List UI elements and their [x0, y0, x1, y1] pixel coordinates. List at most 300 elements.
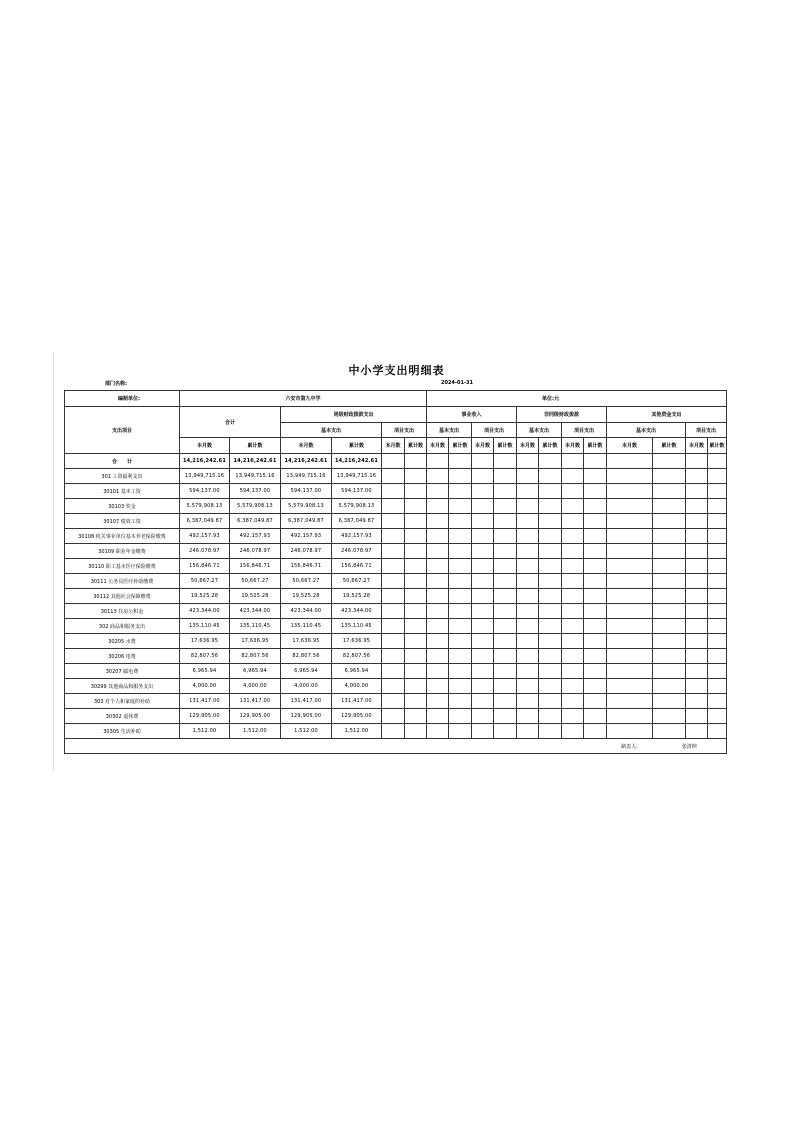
row-month-total: 6,965.94 [180, 664, 230, 679]
empty-cell [653, 454, 686, 469]
empty-cell [405, 529, 427, 544]
row-cumulative-total: 19,525.28 [230, 589, 281, 604]
row-item-name: 30302 退休费 [65, 709, 180, 724]
empty-cell [584, 484, 607, 499]
empty-cell [708, 544, 727, 559]
empty-cell [405, 694, 427, 709]
empty-cell [653, 484, 686, 499]
empty-cell [405, 484, 427, 499]
empty-cell [562, 544, 584, 559]
empty-cell [405, 619, 427, 634]
empty-cell [427, 619, 449, 634]
row-cumulative-basic: 14,216,242.61 [332, 454, 382, 469]
empty-cell [382, 694, 405, 709]
empty-cell [539, 544, 562, 559]
row-month-basic: 423,344.00 [281, 604, 332, 619]
row-item-name: 30101 基本工资 [65, 484, 180, 499]
row-cumulative-basic: 594,137.00 [332, 484, 382, 499]
empty-cell [686, 664, 708, 679]
row-month-total: 19,525.28 [180, 589, 230, 604]
table-row [65, 484, 727, 499]
empty-cell [653, 574, 686, 589]
row-month-basic: 6,387,049.87 [281, 514, 332, 529]
empty-cell [584, 664, 607, 679]
row-month-basic: 19,525.28 [281, 589, 332, 604]
row-cumulative-total: 1,512.00 [230, 724, 281, 739]
row-month-total: 13,949,715.16 [180, 469, 230, 484]
header-total: 合计 [180, 407, 281, 438]
row-month-basic: 131,417.00 [281, 694, 332, 709]
row-month-basic: 1,512.00 [281, 724, 332, 739]
empty-cell [607, 724, 653, 739]
row-cumulative-basic: 50,667.27 [332, 574, 382, 589]
table-row [65, 619, 727, 634]
row-cumulative-basic: 4,000.00 [332, 679, 382, 694]
empty-cell [472, 514, 494, 529]
row-cumulative-total: 129,905.00 [230, 709, 281, 724]
row-cumulative-basic: 19,525.28 [332, 589, 382, 604]
row-item-name: 30206 电费 [65, 649, 180, 664]
empty-cell [607, 559, 653, 574]
row-month-total: 131,417.00 [180, 694, 230, 709]
empty-cell [653, 619, 686, 634]
empty-cell [607, 694, 653, 709]
empty-cell [653, 724, 686, 739]
empty-cell [562, 724, 584, 739]
row-cumulative-total: 423,344.00 [230, 604, 281, 619]
row-month-total: 594,137.00 [180, 484, 230, 499]
preparer-name: 张清坤 [653, 739, 727, 754]
empty-cell [562, 709, 584, 724]
empty-cell [405, 469, 427, 484]
empty-cell [472, 724, 494, 739]
row-cumulative-basic: 6,965.94 [332, 664, 382, 679]
empty-cell [686, 529, 708, 544]
department-label: 部门名称: [105, 381, 127, 387]
row-cumulative-total: 594,137.00 [230, 484, 281, 499]
empty-cell [539, 589, 562, 604]
empty-cell [607, 649, 653, 664]
header-cumulative: 累计数 [708, 438, 727, 454]
empty-cell [708, 634, 727, 649]
header-row-1 [65, 407, 727, 423]
row-cumulative-basic: 246,078.97 [332, 544, 382, 559]
header-non-same-level: 非同级财政拨款 [517, 407, 607, 423]
row-cumulative-total: 6,965.94 [230, 664, 281, 679]
empty-cell [607, 544, 653, 559]
empty-cell [539, 604, 562, 619]
empty-cell [472, 544, 494, 559]
empty-cell [686, 544, 708, 559]
org-name: 六安市第九中学 [180, 391, 427, 407]
empty-cell [427, 514, 449, 529]
row-item-name: 30205 水费 [65, 634, 180, 649]
row-cumulative-total: 492,157.93 [230, 529, 281, 544]
empty-cell [472, 649, 494, 664]
empty-cell [607, 499, 653, 514]
empty-cell [708, 619, 727, 634]
row-cumulative-total: 135,110.45 [230, 619, 281, 634]
empty-cell [517, 634, 539, 649]
empty-cell [405, 724, 427, 739]
empty-cell [584, 514, 607, 529]
empty-cell [686, 469, 708, 484]
empty-cell [708, 454, 727, 469]
empty-cell [708, 664, 727, 679]
empty-cell [517, 484, 539, 499]
empty-cell [405, 499, 427, 514]
empty-cell [472, 574, 494, 589]
empty-cell [494, 649, 517, 664]
empty-cell [494, 634, 517, 649]
empty-cell [517, 709, 539, 724]
empty-cell [382, 634, 405, 649]
empty-cell [607, 514, 653, 529]
empty-cell [607, 469, 653, 484]
empty-cell [427, 589, 449, 604]
header-cumulative: 累计数 [539, 438, 562, 454]
preparer-label: 制表人: [607, 739, 653, 754]
header-project: 项目支出 [382, 423, 427, 438]
empty-cell [539, 454, 562, 469]
empty-cell [686, 484, 708, 499]
empty-cell [405, 544, 427, 559]
row-item-name: 30112 其他社会保障缴费 [65, 589, 180, 604]
empty-cell [653, 694, 686, 709]
empty-cell [494, 574, 517, 589]
header-other-funds: 其他资金支出 [607, 407, 727, 423]
row-cumulative-total: 82,807.56 [230, 649, 281, 664]
row-item-name: 30103 奖金 [65, 499, 180, 514]
header-month: 本月数 [517, 438, 539, 454]
header-cumulative: 累计数 [405, 438, 427, 454]
empty-cell [607, 664, 653, 679]
empty-cell [562, 559, 584, 574]
empty-cell [708, 484, 727, 499]
row-cumulative-total: 5,579,908.13 [230, 499, 281, 514]
empty-cell [472, 634, 494, 649]
empty-cell [427, 709, 449, 724]
table-body [65, 454, 727, 739]
empty-cell [517, 499, 539, 514]
row-cumulative-basic: 13,949,715.16 [332, 469, 382, 484]
empty-cell [686, 649, 708, 664]
empty-cell [562, 589, 584, 604]
empty-cell [449, 679, 472, 694]
header-cumulative: 累计数 [332, 438, 382, 454]
empty-cell [562, 619, 584, 634]
header-basic: 基本支出 [517, 423, 562, 438]
empty-cell [494, 514, 517, 529]
empty-cell [449, 709, 472, 724]
empty-cell [494, 694, 517, 709]
empty-cell [653, 604, 686, 619]
empty-cell [686, 694, 708, 709]
empty-cell [427, 484, 449, 499]
row-item-name: 30111 公务员医疗补助缴费 [65, 574, 180, 589]
empty-cell [494, 559, 517, 574]
empty-cell [405, 634, 427, 649]
empty-cell [405, 649, 427, 664]
row-month-basic: 129,905.00 [281, 709, 332, 724]
empty-cell [382, 529, 405, 544]
empty-cell [472, 499, 494, 514]
empty-cell [449, 664, 472, 679]
unit-label: 单位:元 [427, 391, 727, 407]
empty-cell [382, 604, 405, 619]
row-cumulative-basic: 492,157.93 [332, 529, 382, 544]
empty-cell [562, 499, 584, 514]
row-item-name: 30305 生活补助 [65, 724, 180, 739]
header-month: 本月数 [607, 438, 653, 454]
empty-cell [653, 544, 686, 559]
header-month: 本月数 [180, 438, 230, 454]
table-row [65, 559, 727, 574]
empty-cell [686, 574, 708, 589]
empty-cell [607, 589, 653, 604]
table-row [65, 544, 727, 559]
empty-cell [607, 454, 653, 469]
row-item-name: 30113 住房公积金 [65, 604, 180, 619]
empty-cell [449, 454, 472, 469]
empty-cell [517, 529, 539, 544]
empty-cell [405, 664, 427, 679]
row-month-basic: 156,846.71 [281, 559, 332, 574]
empty-cell [653, 514, 686, 529]
row-cumulative-basic: 423,344.00 [332, 604, 382, 619]
row-item-name: 30107 绩效工资 [65, 514, 180, 529]
empty-cell [607, 634, 653, 649]
empty-cell [708, 529, 727, 544]
empty-cell [405, 574, 427, 589]
table-row [65, 469, 727, 484]
empty-cell [517, 559, 539, 574]
empty-cell [494, 589, 517, 604]
empty-cell [686, 514, 708, 529]
row-item-name: 30207 邮电费 [65, 664, 180, 679]
empty-cell [494, 484, 517, 499]
empty-cell [449, 604, 472, 619]
expense-detail-table [64, 390, 727, 754]
empty-cell [405, 559, 427, 574]
empty-cell [449, 589, 472, 604]
empty-cell [427, 679, 449, 694]
row-month-total: 6,387,049.87 [180, 514, 230, 529]
empty-cell [449, 469, 472, 484]
header-cumulative: 累计数 [449, 438, 472, 454]
empty-cell [382, 574, 405, 589]
empty-cell [584, 529, 607, 544]
empty-cell [562, 694, 584, 709]
row-month-total: 17,636.95 [180, 634, 230, 649]
empty-cell [653, 649, 686, 664]
empty-cell [686, 454, 708, 469]
empty-cell [449, 499, 472, 514]
empty-cell [539, 694, 562, 709]
table-row [65, 589, 727, 604]
row-cumulative-basic: 135,110.45 [332, 619, 382, 634]
empty-cell [517, 589, 539, 604]
empty-cell [449, 649, 472, 664]
empty-cell [382, 454, 405, 469]
header-month: 本月数 [472, 438, 494, 454]
row-cumulative-basic: 129,905.00 [332, 709, 382, 724]
empty-cell [382, 664, 405, 679]
empty-cell [494, 604, 517, 619]
header-month: 本月数 [382, 438, 405, 454]
empty-cell [708, 559, 727, 574]
empty-cell [517, 544, 539, 559]
empty-cell [686, 589, 708, 604]
row-cumulative-total: 14,216,242.61 [230, 454, 281, 469]
row-month-basic: 13,949,715.16 [281, 469, 332, 484]
empty-cell [562, 679, 584, 694]
row-month-total: 246,078.97 [180, 544, 230, 559]
row-cumulative-basic: 131,417.00 [332, 694, 382, 709]
empty-cell [584, 649, 607, 664]
empty-cell [607, 709, 653, 724]
empty-cell [382, 559, 405, 574]
empty-cell [427, 649, 449, 664]
empty-cell [427, 724, 449, 739]
empty-cell [584, 574, 607, 589]
empty-cell [686, 679, 708, 694]
table-row [65, 634, 727, 649]
empty-cell [584, 724, 607, 739]
empty-cell [494, 544, 517, 559]
header-basic: 基本支出 [427, 423, 472, 438]
header-month: 本月数 [562, 438, 584, 454]
empty-cell [427, 559, 449, 574]
empty-cell [472, 469, 494, 484]
header-basic: 基本支出 [281, 423, 382, 438]
empty-cell [472, 664, 494, 679]
empty-cell [653, 679, 686, 694]
empty-cell [686, 604, 708, 619]
row-month-total: 492,157.93 [180, 529, 230, 544]
empty-cell [494, 454, 517, 469]
header-cumulative: 累计数 [494, 438, 517, 454]
row-month-basic: 82,807.56 [281, 649, 332, 664]
empty-cell [449, 574, 472, 589]
row-month-total: 50,667.27 [180, 574, 230, 589]
empty-cell [562, 514, 584, 529]
empty-cell [517, 679, 539, 694]
empty-cell [653, 499, 686, 514]
row-month-basic: 492,157.93 [281, 529, 332, 544]
header-cumulative: 累计数 [584, 438, 607, 454]
empty-cell [562, 574, 584, 589]
row-item-name: 30110 职工基本医疗保险缴费 [65, 559, 180, 574]
org-row [65, 391, 727, 407]
table-row [65, 679, 727, 694]
row-month-basic: 5,579,908.13 [281, 499, 332, 514]
empty-cell [584, 679, 607, 694]
empty-cell [708, 574, 727, 589]
empty-cell [494, 469, 517, 484]
header-month: 本月数 [427, 438, 449, 454]
row-item-name: 30299 其他商品和服务支出 [65, 679, 180, 694]
empty-cell [449, 694, 472, 709]
empty-cell [494, 709, 517, 724]
empty-cell [472, 694, 494, 709]
empty-cell [494, 529, 517, 544]
row-month-total: 156,846.71 [180, 559, 230, 574]
row-month-basic: 50,667.27 [281, 574, 332, 589]
empty-cell [472, 709, 494, 724]
empty-cell [607, 484, 653, 499]
footer-row [65, 739, 727, 754]
report-title: 中小学支出明细表 [348, 364, 445, 377]
empty-cell [382, 514, 405, 529]
row-cumulative-basic: 5,579,908.13 [332, 499, 382, 514]
empty-cell [427, 574, 449, 589]
empty-cell [539, 679, 562, 694]
empty-cell [562, 469, 584, 484]
row-month-total: 423,344.00 [180, 604, 230, 619]
empty-cell [562, 664, 584, 679]
empty-cell [584, 619, 607, 634]
empty-cell [382, 484, 405, 499]
empty-cell [472, 559, 494, 574]
empty-cell [653, 709, 686, 724]
empty-cell [382, 724, 405, 739]
row-cumulative-basic: 17,636.95 [332, 634, 382, 649]
empty-cell [686, 559, 708, 574]
table-row [65, 499, 727, 514]
empty-cell [686, 619, 708, 634]
empty-cell [653, 559, 686, 574]
empty-cell [494, 499, 517, 514]
empty-cell [539, 469, 562, 484]
table-row [65, 664, 727, 679]
row-month-basic: 6,965.94 [281, 664, 332, 679]
empty-cell [517, 574, 539, 589]
header-project: 项目支出 [472, 423, 517, 438]
empty-cell [686, 499, 708, 514]
empty-cell [494, 619, 517, 634]
empty-cell [607, 574, 653, 589]
empty-cell [708, 694, 727, 709]
empty-cell [539, 499, 562, 514]
row-cumulative-basic: 156,846.71 [332, 559, 382, 574]
empty-cell [427, 469, 449, 484]
row-item-name: 301 工资福利支出 [65, 469, 180, 484]
empty-cell [517, 664, 539, 679]
empty-cell [427, 634, 449, 649]
empty-cell [517, 454, 539, 469]
empty-cell [562, 604, 584, 619]
empty-cell [539, 484, 562, 499]
row-item-name: 303 对个人和家庭的补助 [65, 694, 180, 709]
row-cumulative-basic: 82,807.56 [332, 649, 382, 664]
empty-cell [584, 559, 607, 574]
header-month: 本月数 [686, 438, 708, 454]
row-month-total: 1,512.00 [180, 724, 230, 739]
header-same-level: 同级财政拨款支出 [281, 407, 427, 423]
empty-cell [539, 664, 562, 679]
header-project: 项目支出 [562, 423, 607, 438]
empty-cell [708, 679, 727, 694]
header-month: 本月数 [281, 438, 332, 454]
empty-cell [686, 709, 708, 724]
empty-cell [472, 454, 494, 469]
row-month-total: 135,110.45 [180, 619, 230, 634]
empty-cell [708, 604, 727, 619]
empty-cell [472, 679, 494, 694]
empty-cell [382, 499, 405, 514]
row-month-total: 129,905.00 [180, 709, 230, 724]
